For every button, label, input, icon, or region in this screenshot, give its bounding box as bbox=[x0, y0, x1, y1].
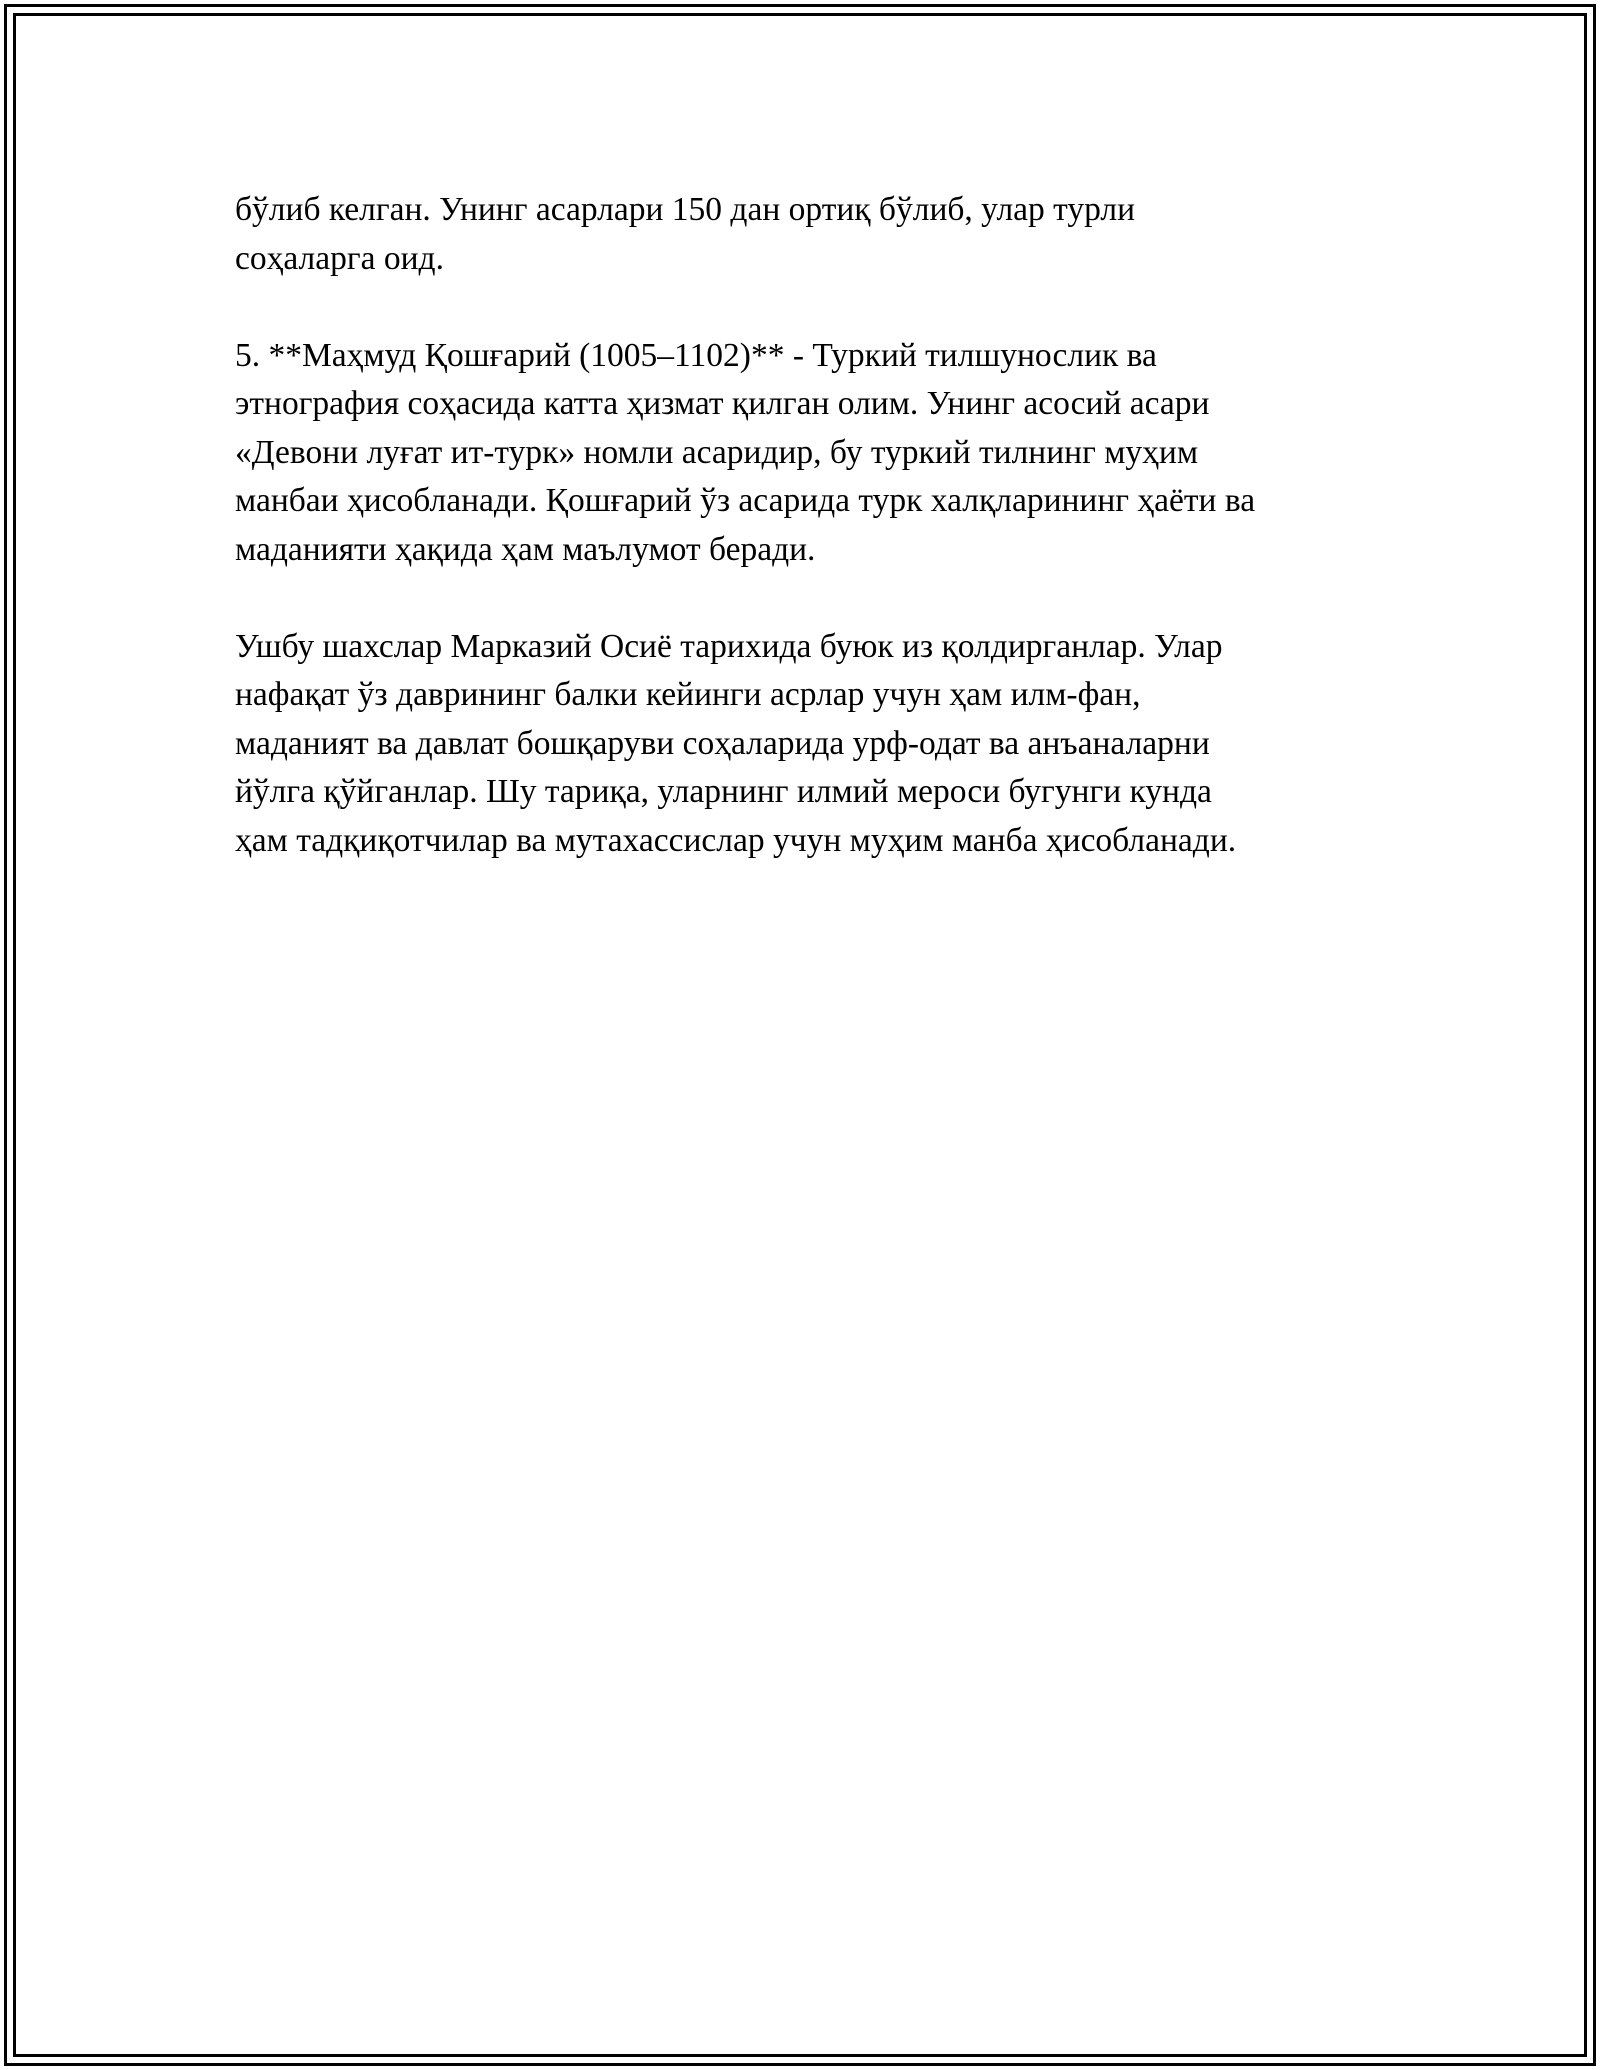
text-line: соҳаларга оид. bbox=[235, 239, 444, 277]
text-line: нафақат ўз даврининг балки кейинги асрлар учун ҳам илм-фан, bbox=[235, 676, 1141, 713]
text-line: «Девони луғат ит-турк» номли асаридир, бу туркий тилнинг муҳим bbox=[235, 433, 1199, 471]
text-line: бўлиб келган. Унинг асарлари 150 дан ортиқ бўлиб, улар турли bbox=[235, 191, 1136, 228]
text-line: 5. **Маҳмуд Қошғарий (1005–1102)** - Туркий тилшунослик ва bbox=[235, 336, 1157, 374]
paragraph-list-item-5 bbox=[235, 332, 1375, 575]
text-line: маданият ва давлат бошқаруви соҳаларида урф-одат ва анъаналарни bbox=[235, 724, 1210, 762]
text-line: Ушбу шахслар Марказий Осиё тарихида буюк из қолдирганлар. Улар bbox=[235, 627, 1223, 665]
text-line: йўлга қўйганлар. Шу тариқа, уларнинг илмий мероси бугунги кунда bbox=[235, 773, 1212, 810]
text-line: манбаи ҳисобланади. Қошғарий ўз асарида турк халқларининг ҳаёти ва bbox=[235, 482, 1256, 519]
text-line: маданияти ҳақида ҳам маълумот беради. bbox=[235, 530, 816, 568]
text-line: этнография соҳасида катта ҳизмат қилган олим. Унинг асосий асари bbox=[235, 385, 1210, 422]
document-body bbox=[235, 186, 1375, 914]
text-line: ҳам тадқиқотчилар ва мутахассислар учун муҳим манба ҳисобланади. bbox=[235, 821, 1237, 859]
paragraph-continuation bbox=[235, 186, 1375, 283]
paragraph-conclusion bbox=[235, 623, 1375, 866]
